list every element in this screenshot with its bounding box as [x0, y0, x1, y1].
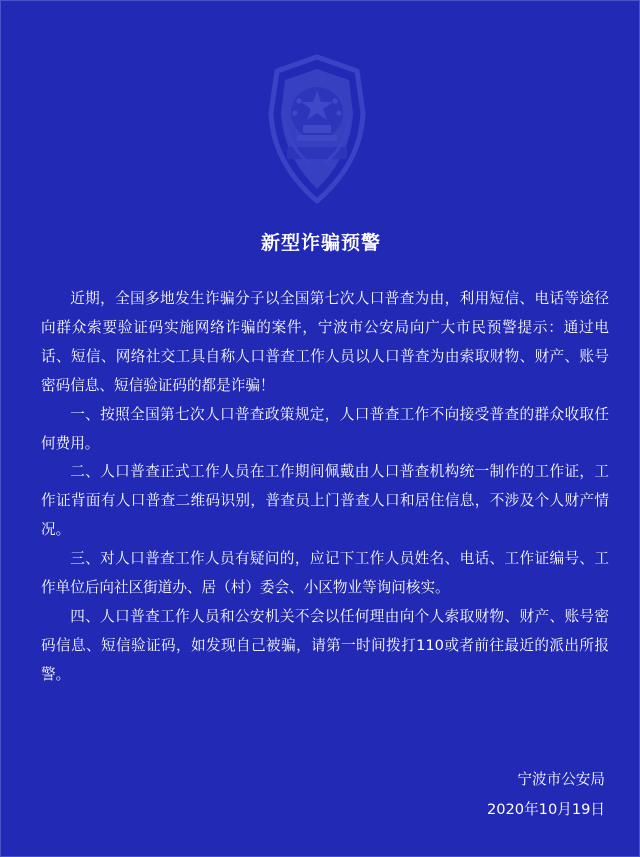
notice-body: [41, 285, 609, 690]
notice-title: 新型诈骗预警: [260, 232, 381, 254]
notice-point-4: 四、人口普查工作人员和公安机关不会以任何理由向个人索取财物、财产、账号密码信息、短信验证码，如发现自己被骗，请第一时间拨打110或者前往最近的派出所报警。: [41, 607, 609, 683]
notice-point-1: 一、按照全国第七次人口普查政策规定，人口普查工作不向接受普查的群众收取任何费用。: [41, 405, 609, 452]
issuer-name: 宁波市公安局: [517, 771, 605, 788]
notice-intro-paragraph: 近期，全国多地发生诈骗分子以全国第七次人口普查为由，利用短信、电话等途径向群众索要验证码实施网络诈骗的案件，宁波市公安局向广大市民预警提示：通过电话、短信、网络社交工具自称人口普查工作人员以人口普查为由索取财物、财产、账号密码信息、短信验证码的都是诈骗！: [41, 290, 609, 394]
notice-point-3: 三、对人口普查工作人员有疑问的，应记下工作人员姓名、电话、工作证编号、工作单位后向社区街道办、居（村）委会、小区物业等询问核实。: [41, 550, 609, 597]
issue-date: 2020年10月19日: [486, 801, 605, 818]
police-emblem-icon: [249, 51, 385, 207]
notice-signature: [487, 765, 605, 825]
notice-point-2: 二、人口普查正式工作人员在工作期间佩戴由人口普查机构统一制作的工作证，工作证背面有人口普查二维码识别，普查员上门普查人口和居住信息，不涉及个人财产情况。: [41, 463, 609, 539]
